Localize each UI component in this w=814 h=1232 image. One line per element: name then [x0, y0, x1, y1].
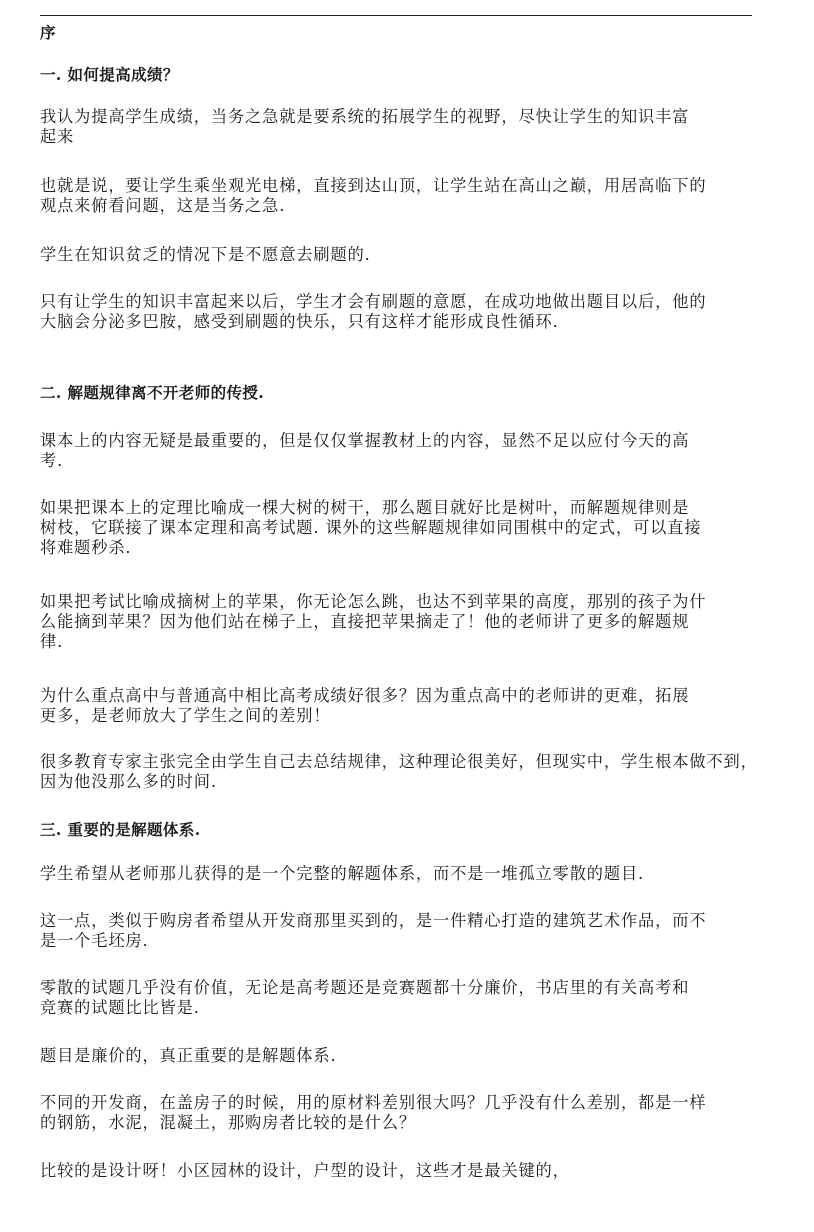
paragraph-line: 很多教育专家主张完全由学生自己去总结规律，这种理论很美好，但现实中，学生根本做不到，	[40, 752, 758, 771]
paragraph-line: 题目是廉价的，真正重要的是解题体系.	[40, 1046, 337, 1065]
paragraph	[40, 752, 758, 792]
paragraph-line: 只有让学生的知识丰富起来以后，学生才会有刷题的意愿，在成功地做出题目以后，他的	[40, 292, 707, 311]
paragraph-line: 如果把课本上的定理比喻成一棵大树的树干，那么题目就好比是树叶，而解题规律则是	[40, 498, 690, 517]
paragraph	[40, 245, 752, 265]
section-heading-3: 三. 重要的是解题体系.	[40, 820, 201, 839]
paragraph	[40, 176, 752, 216]
paragraph	[40, 1161, 752, 1181]
section-heading-1: 一. 如何提高成绩？	[40, 65, 179, 84]
paragraph-line: 观点来俯看问题，这是当务之急.	[40, 196, 286, 215]
paragraph-line: 更多，是老师放大了学生之间的差别！	[40, 706, 331, 725]
paragraph-line: 是一个毛坯房.	[40, 931, 149, 950]
paragraph-line: 考.	[40, 451, 64, 470]
paragraph-line: 为什么重点高中与普通高中相比高考成绩好很多？因为重点高中的老师讲的更难，拓展	[40, 686, 690, 705]
paragraph-line: 也就是说，要让学生乘坐观光电梯，直接到达山顶，让学生站在高山之巅，用居高临下的	[40, 176, 707, 195]
paragraph-line: 我认为提高学生成绩，当务之急就是要系统的拓展学生的视野，尽快让学生的知识丰富	[40, 107, 690, 126]
paragraph	[40, 1046, 752, 1066]
paragraph-line: 比较的是设计呀！小区园林的设计，户型的设计，这些才是最关键的，	[40, 1161, 570, 1180]
paragraph-line: 课本上的内容无疑是最重要的，但是仅仅掌握教材上的内容，显然不足以应付今天的高	[40, 431, 690, 450]
paragraph-line: 的钢筋，水泥，混凝土，那购房者比较的是什么？	[40, 1113, 416, 1132]
paragraph-line: 律.	[40, 632, 64, 651]
header-rule	[40, 15, 752, 16]
paragraph-line: 因为他没那么多的时间.	[40, 772, 217, 791]
paragraph-line: 学生在知识贫乏的情况下是不愿意去刷题的.	[40, 245, 371, 264]
paragraph	[40, 431, 752, 471]
paragraph	[40, 864, 752, 884]
paragraph	[40, 592, 752, 652]
document-page	[40, 0, 758, 1232]
paragraph-line: 大脑会分泌多巴胺，感受到刷题的快乐，只有这样才能形成良性循环.	[40, 312, 559, 331]
paragraph	[40, 911, 752, 951]
paragraph	[40, 292, 752, 332]
paragraph-line: 起来	[40, 127, 75, 146]
paragraph-line: 么能摘到苹果？因为他们站在梯子上，直接把苹果摘走了！他的老师讲了更多的解题规	[40, 612, 690, 631]
paragraph-line: 如果把考试比喻成摘树上的苹果，你无论怎么跳，也达不到苹果的高度，那别的孩子为什	[40, 592, 707, 611]
paragraph-line: 不同的开发商，在盖房子的时候，用的原材料差别很大吗？几乎没有什么差别，都是一样	[40, 1093, 707, 1112]
paragraph	[40, 686, 752, 726]
paragraph	[40, 107, 752, 147]
paragraph-line: 树枝，它联接了课本定理和高考试题. 课外的这些解题规律如同围棋中的定式，可以直接	[40, 518, 702, 537]
preface-title: 序	[40, 23, 56, 42]
paragraph-line: 零散的试题几乎没有价值，无论是高考题还是竞赛题都十分廉价，书店里的有关高考和	[40, 978, 690, 997]
paragraph-line: 竞赛的试题比比皆是.	[40, 998, 200, 1017]
section-heading-2: 二. 解题规律离不开老师的传授.	[40, 383, 265, 402]
paragraph-line: 将难题秒杀.	[40, 538, 132, 557]
paragraph-line: 这一点，类似于购房者希望从开发商那里买到的，是一件精心打造的建筑艺术作品，而不	[40, 911, 707, 930]
paragraph	[40, 498, 752, 558]
paragraph	[40, 978, 752, 1018]
paragraph-line: 学生希望从老师那儿获得的是一个完整的解题体系，而不是一堆孤立零散的题目.	[40, 864, 645, 883]
paragraph	[40, 1093, 752, 1133]
